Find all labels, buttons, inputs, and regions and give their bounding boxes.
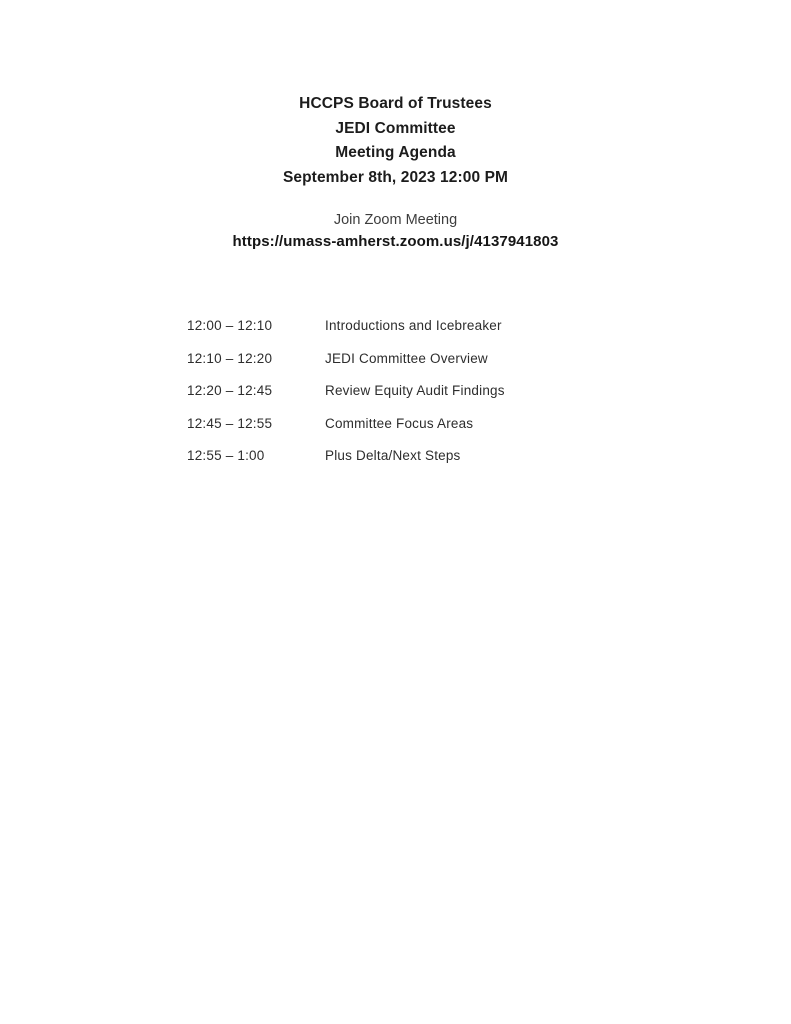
agenda-item-label: Committee Focus Areas xyxy=(325,415,474,431)
zoom-meeting-url[interactable]: https://umass-amherst.zoom.us/j/4137941803 xyxy=(232,233,559,250)
agenda-time: 12:10 – 12:20 xyxy=(187,350,273,366)
agenda-item-label: Plus Delta/Next Steps xyxy=(325,448,461,464)
agenda-time: 12:20 – 12:45 xyxy=(187,383,273,399)
agenda-time: 12:00 – 12:10 xyxy=(187,318,273,333)
committee-title: JEDI Committee xyxy=(335,119,456,137)
zoom-meeting-label: Join Zoom Meeting xyxy=(333,212,458,228)
document-title-block xyxy=(0,92,791,190)
document-type-title: Meeting Agenda xyxy=(335,144,456,161)
org-title: HCCPS Board of Trustees xyxy=(299,95,492,112)
agenda-list xyxy=(187,318,505,481)
agenda-row xyxy=(187,416,505,449)
meeting-datetime: September 8th, 2023 12:00 PM xyxy=(282,168,509,186)
agenda-row xyxy=(187,448,505,481)
agenda-row xyxy=(187,383,505,416)
agenda-item-label: Introductions and Icebreaker xyxy=(325,318,502,333)
agenda-item-label: JEDI Committee Overview xyxy=(325,350,488,366)
agenda-row xyxy=(187,351,505,384)
agenda-time: 12:45 – 12:55 xyxy=(187,415,273,431)
agenda-time: 12:55 – 1:00 xyxy=(187,448,265,464)
agenda-item-label: Review Equity Audit Findings xyxy=(325,383,505,399)
zoom-meeting-block xyxy=(0,209,791,253)
agenda-row xyxy=(187,318,505,351)
